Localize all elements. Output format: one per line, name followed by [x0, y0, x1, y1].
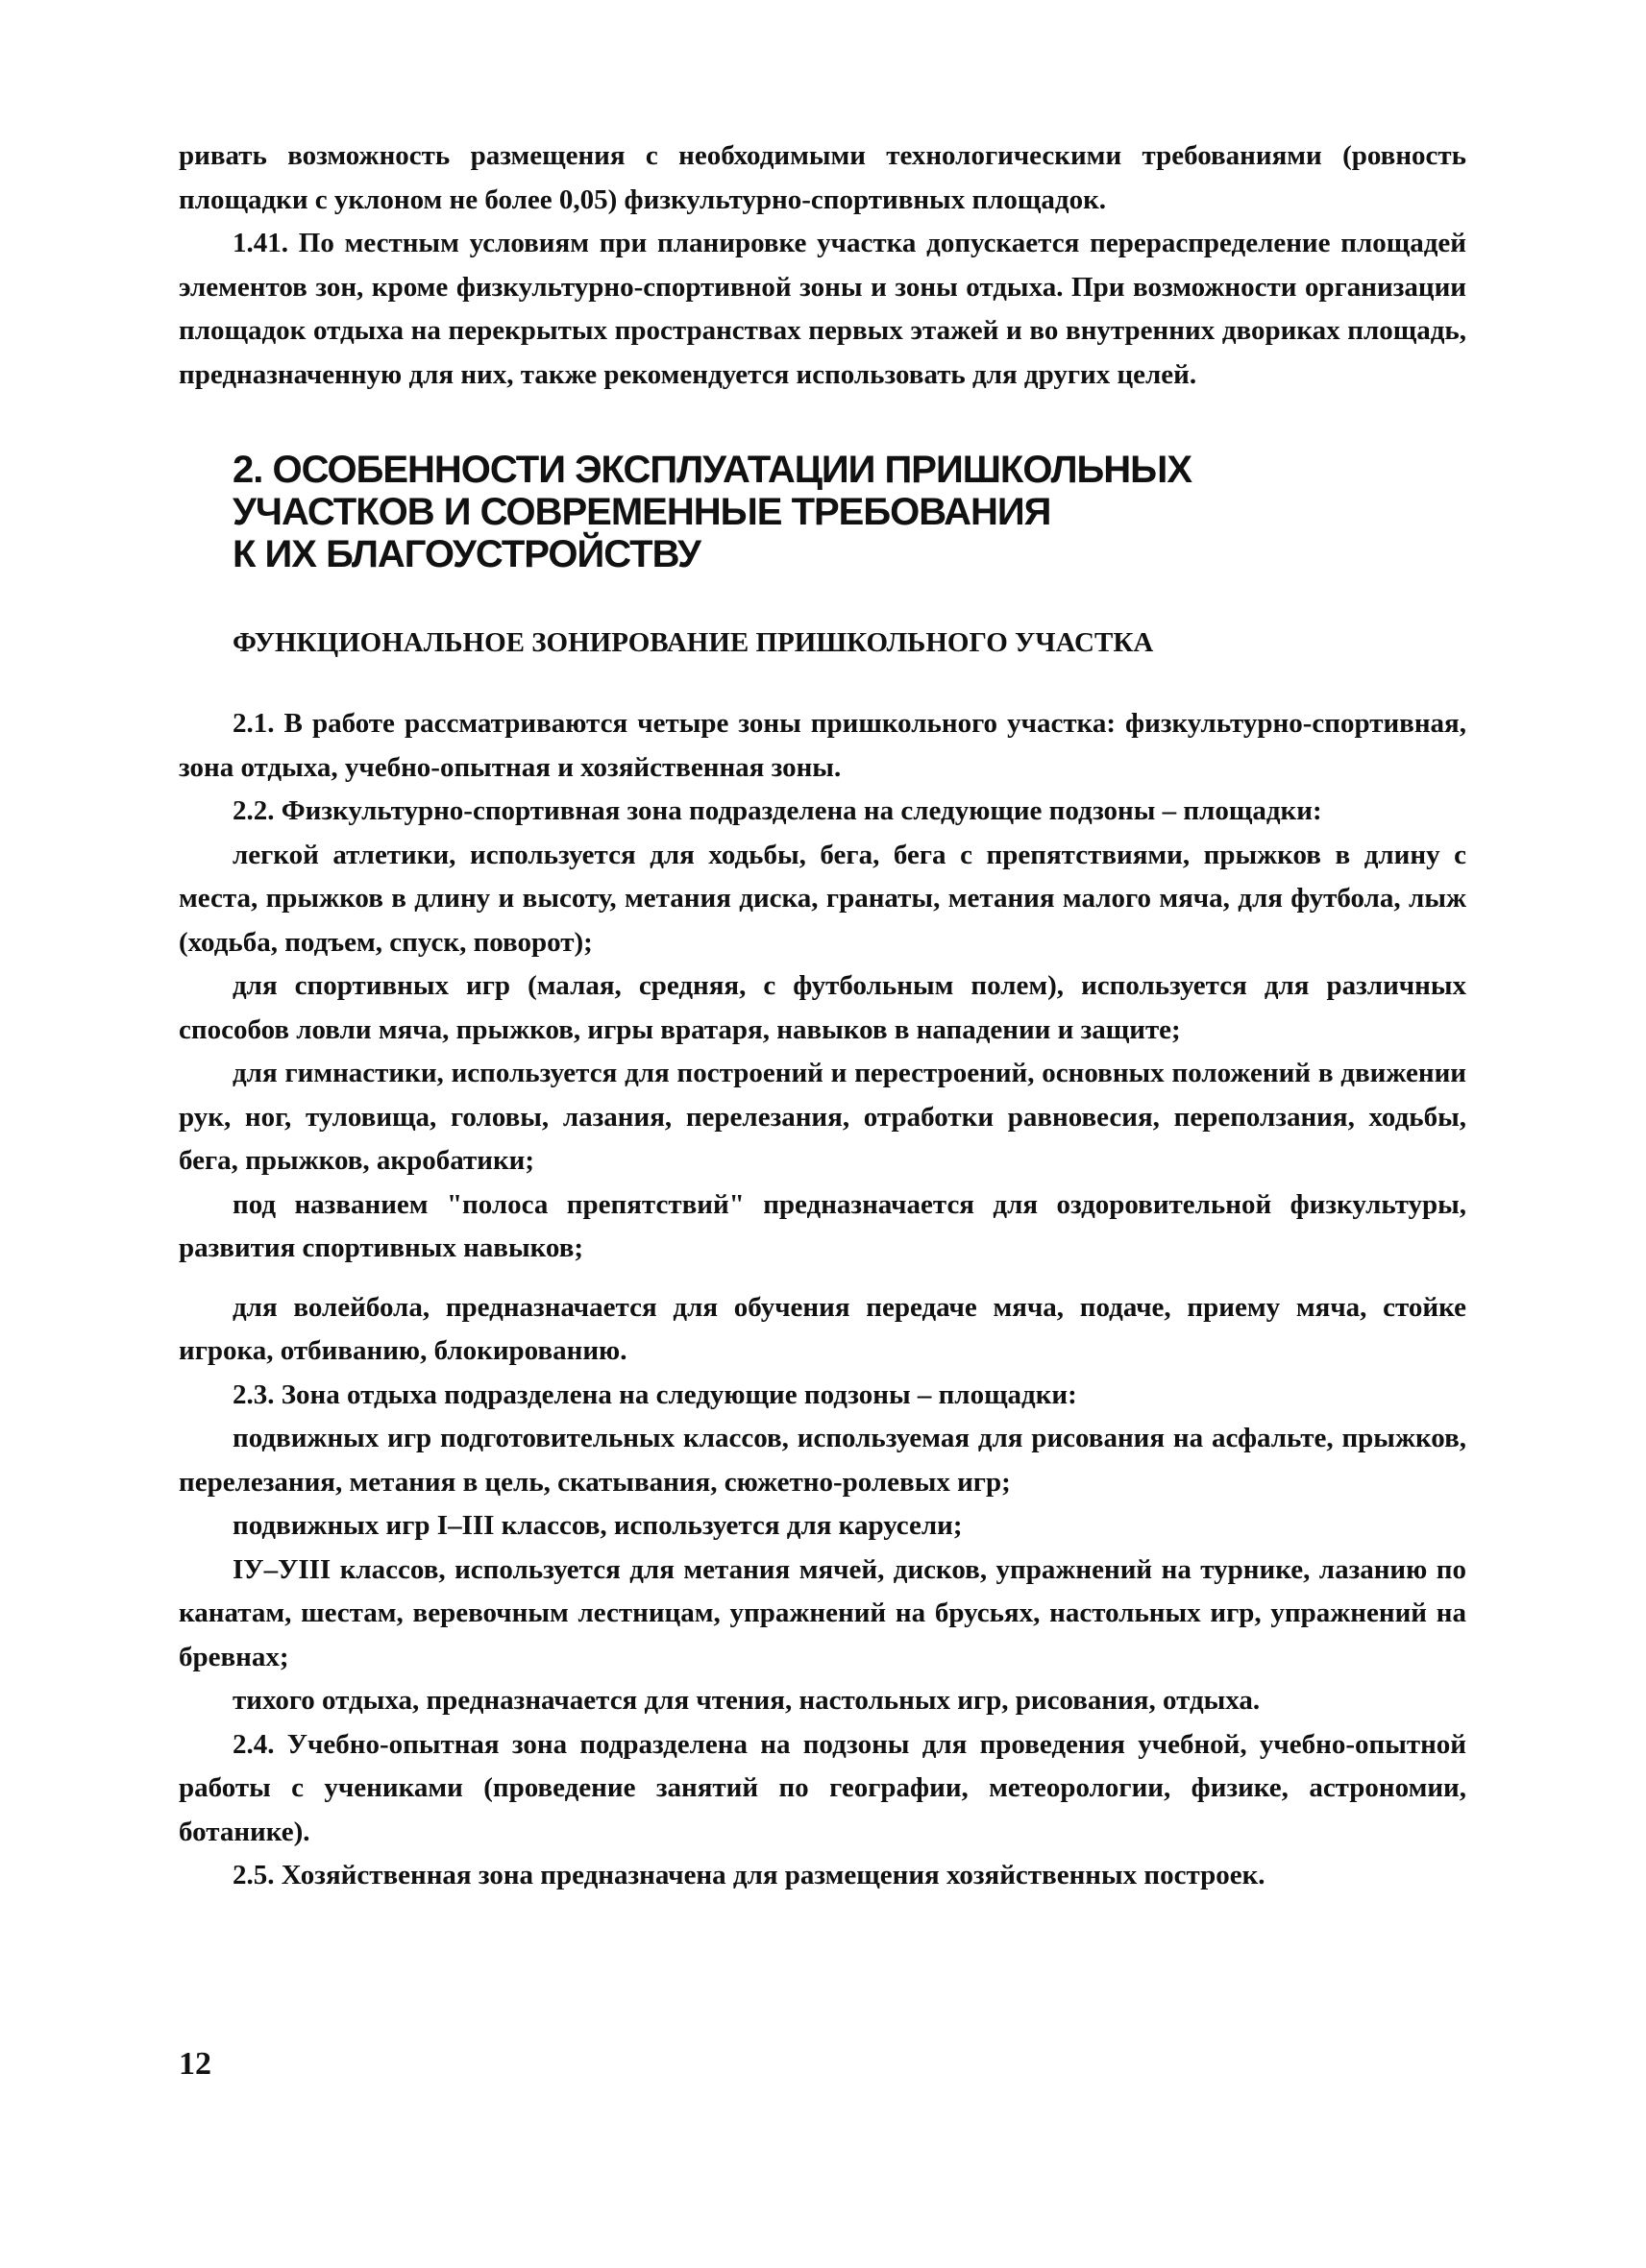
list-item-obstacle-course: под названием "полоса препятствий" предназначается для оздоровительной физкультуры, развития спортивных навыков;	[179, 1188, 1466, 1263]
page-number: 12	[179, 2046, 211, 2082]
list-item-gymnastics: для гимнастики, используется для построений и перестроений, основных положений в движении рук, ног, туловища, головы, лазания, перелезания, отработки равновесия, переползания, ходьбы, бега, прыжков, акробатики;	[179, 1058, 1466, 1176]
list-item-classes-4-8: IУ–УIII классов, используется для метания мячей, дисков, упражнений на турнике, лазанию по канатам, шестам, веревочным лестницам, упражнений на брусьях, настольных игр, упражнений на бревнах;	[179, 1553, 1466, 1672]
paragraph-1-41: 1.41. По местным условиям при планировке участка допускается перераспределение площадей элементов зон, кроме физкультурно-спортивной зоны и зоны отдыха. При возможности организации площадок отдыха на перекрытых пространствах первых этажей и во внутренних двориках площадь, предназначенную для них, также рекомендуется использовать для других целей.	[179, 228, 1466, 390]
list-item-prep-classes: подвижных игр подготовительных классов, используемая для рисования на асфальте, прыжков, перелезания, метания в цель, скатывания, сюжетно-ролевых игр;	[179, 1423, 1466, 1498]
page-content	[179, 134, 1466, 1898]
section-title	[179, 449, 1466, 575]
paragraph-continued: ривать возможность размещения с необходимыми технологическими требованиями (ровность площадки с уклоном не более 0,05) физкультурно-спортивных площадок.	[179, 140, 1466, 215]
spacer	[179, 397, 1466, 449]
paragraph-2-5: 2.5. Хозяйственная зона предназначена для размещения хозяйственных построек.	[233, 1860, 1265, 1890]
spacer	[179, 575, 1466, 623]
spacer	[179, 1271, 1466, 1286]
spacer	[179, 662, 1466, 702]
list-item-sports-games: для спортивных игр (малая, средняя, с футбольным полем), используется для различных способов ловли мяча, прыжков, игры вратаря, навыков в нападении и защите;	[179, 970, 1466, 1045]
paragraph-2-2: 2.2. Физкультурно-спортивная зона подразделена на следующие подзоны – площадки:	[233, 795, 1322, 826]
list-item-quiet-rest: тихого отдыха, предназначается для чтения, настольных игр, рисования, отдыха.	[233, 1685, 1261, 1716]
paragraph-2-4: 2.4. Учебно-опытная зона подразделена на подзоны для проведения учебной, учебно-опытной работы с учениками (проведение занятий по географии, метеорологии, физике, астрономии, ботанике).	[179, 1728, 1466, 1847]
section-title-line-3: К ИХ БЛАГОУСТРОЙСТВУ	[233, 533, 700, 575]
list-item-athletics: легкой атлетики, используется для ходьбы, бега, бега с препятствиями, прыжков в длину с места, прыжков в длину и высоту, метания диска, гранаты, метания малого мяча, для футбола, лыж (ходьба, подъем, спуск, поворот);	[179, 839, 1466, 958]
list-item-volleyball: для волейбола, предназначается для обучения передаче мяча, подаче, приему мяча, стойке игрока, отбиванию, блокированию.	[179, 1291, 1466, 1366]
list-item-classes-1-3: подвижных игр I–III классов, используется для карусели;	[233, 1510, 963, 1541]
section-title-line-1: 2. ОСОБЕННОСТИ ЭКСПЛУАТАЦИИ ПРИШКОЛЬНЫХ	[233, 449, 1192, 491]
section-title-line-2: УЧАСТКОВ И СОВРЕМЕННЫЕ ТРЕБОВАНИЯ	[233, 491, 1051, 533]
paragraph-2-1: 2.1. В работе рассматриваются четыре зоны пришкольного участка: физкультурно-спортивная, зона отдыха, учебно-опытная и хозяйственная зоны.	[179, 708, 1466, 783]
subsection-title: ФУНКЦИОНАЛЬНОЕ ЗОНИРОВАНИЕ ПРИШКОЛЬНОГО УЧАСТКА	[233, 627, 1154, 658]
paragraph-2-3: 2.3. Зона отдыха подразделена на следующие подзоны – площадки:	[233, 1378, 1077, 1410]
